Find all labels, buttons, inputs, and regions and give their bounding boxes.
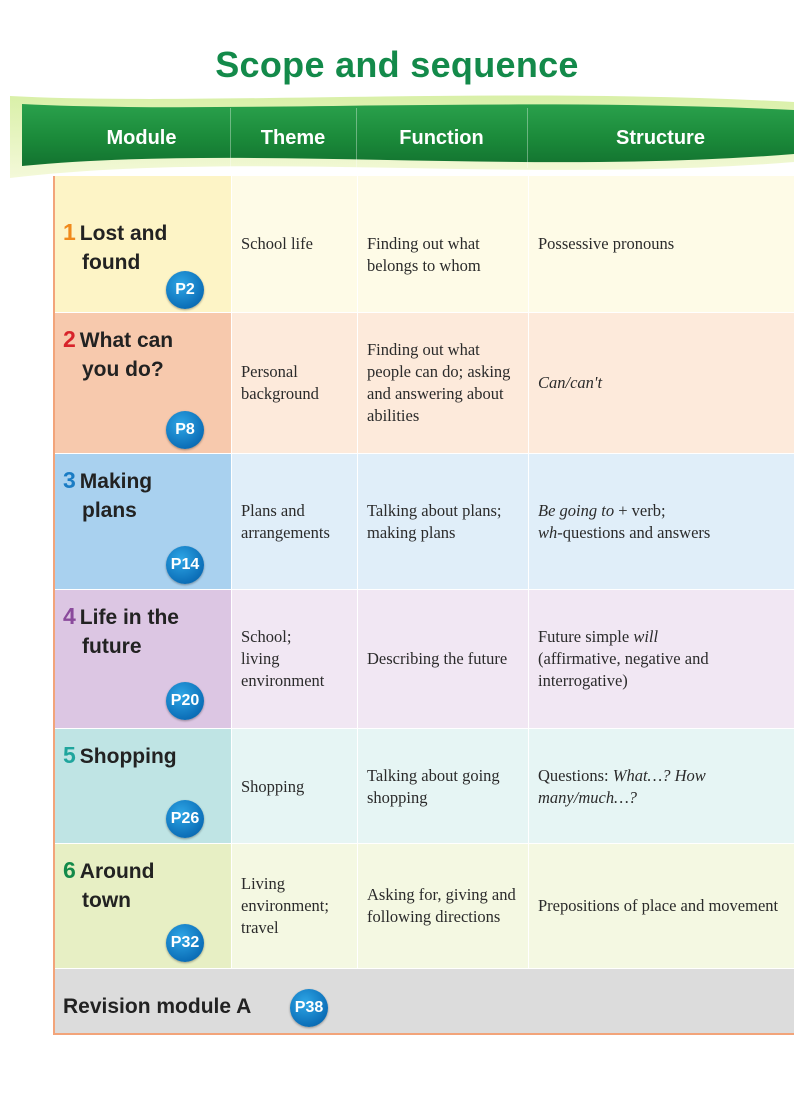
- page-badge[interactable]: P20: [166, 682, 204, 720]
- structure-cell: Possessive pronouns: [529, 176, 794, 312]
- function-cell: Describing the future: [358, 590, 529, 728]
- header-divider: [356, 108, 357, 168]
- module-cell: [55, 729, 232, 843]
- theme-cell: Personal background: [232, 313, 358, 453]
- header-module: Module: [106, 127, 177, 149]
- function-cell: Finding out what belongs to whom: [358, 176, 529, 312]
- page-badge[interactable]: P32: [166, 924, 204, 962]
- table-header: [0, 110, 794, 166]
- module-title: 4 Life in the future: [63, 603, 179, 658]
- module-number: 4: [63, 603, 76, 629]
- theme-cell: School life: [232, 176, 358, 312]
- table-row: [55, 590, 794, 729]
- page-badge[interactable]: P38: [290, 989, 328, 1027]
- function-cell: Asking for, giving and following directions: [358, 844, 529, 968]
- revision-row: [55, 969, 794, 1033]
- module-title: 2 What can you do?: [63, 326, 174, 381]
- table-row: [55, 313, 794, 454]
- table-row: [55, 176, 794, 313]
- module-cell: [55, 454, 232, 589]
- theme-cell: Shopping: [232, 729, 358, 843]
- revision-label: Revision module A: [63, 995, 252, 1018]
- scope-table: [53, 176, 794, 1035]
- module-cell: [55, 590, 232, 728]
- structure-cell: Prepositions of place and movement: [529, 844, 794, 968]
- page-badge[interactable]: P2: [166, 271, 204, 309]
- function-cell: Talking about going shopping: [358, 729, 529, 843]
- structure-cell: Questions: What…? How many/much…?: [529, 729, 794, 843]
- header-structure: Structure: [616, 127, 705, 149]
- module-number: 2: [63, 326, 76, 352]
- structure-cell: Can/can't: [529, 313, 794, 453]
- header-divider: [527, 108, 528, 168]
- header-function: Function: [399, 127, 484, 149]
- table-row: [55, 844, 794, 969]
- module-title: 6 Around town: [63, 857, 155, 912]
- page-badge[interactable]: P14: [166, 546, 204, 584]
- page-badge[interactable]: P26: [166, 800, 204, 838]
- header-theme: Theme: [260, 127, 326, 149]
- page-badge[interactable]: P8: [166, 411, 204, 449]
- header-divider: [230, 108, 231, 168]
- module-title: 3 Making plans: [63, 467, 153, 522]
- module-number: 3: [63, 467, 76, 493]
- module-number: 1: [63, 219, 76, 245]
- module-cell: [55, 313, 232, 453]
- module-title: 5 Shopping: [63, 742, 177, 768]
- theme-cell: Living environment; travel: [232, 844, 358, 968]
- theme-cell: School; living environment: [232, 590, 358, 728]
- module-title: 1 Lost and found: [63, 219, 168, 274]
- table-row: [55, 454, 794, 590]
- module-number: 5: [63, 742, 76, 768]
- module-cell: [55, 176, 232, 312]
- module-cell: [55, 844, 232, 968]
- theme-cell: Plans and arrangements: [232, 454, 358, 589]
- structure-cell: Future simple will (affirmative, negative and interrogative): [529, 590, 794, 728]
- function-cell: Finding out what people can do; asking and answering about abilities: [358, 313, 529, 453]
- module-number: 6: [63, 857, 76, 883]
- structure-cell: Be going to + verb; wh-questions and answers: [529, 454, 794, 589]
- table-row: [55, 729, 794, 844]
- page-title: Scope and sequence: [215, 44, 579, 85]
- function-cell: Talking about plans; making plans: [358, 454, 529, 589]
